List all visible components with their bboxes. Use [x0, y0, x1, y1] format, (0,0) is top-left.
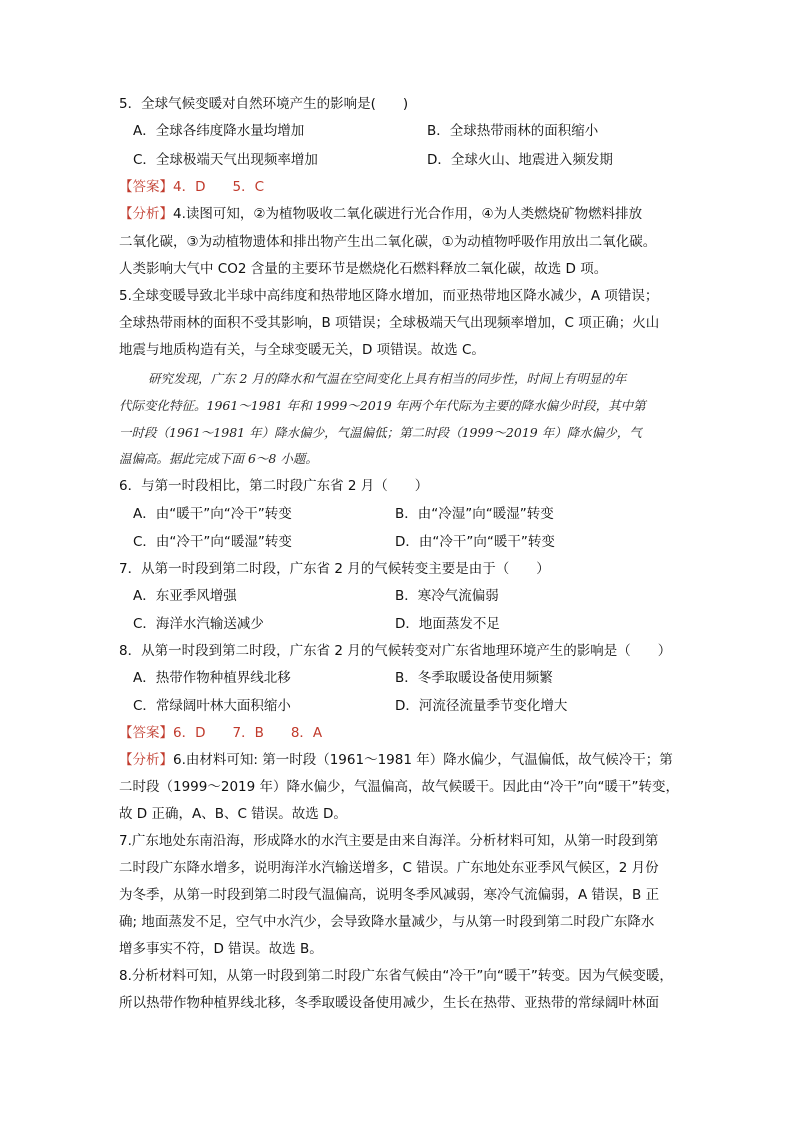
question-7-option-c: C．海洋水汽输送减少 [133, 616, 264, 632]
analysis-block-2-line-9: 8.分析材料可知，从第一时段到第二时段广东省气候由“冷干”向“暖干”转变。因为气候变暖， [119, 968, 673, 984]
analysis-block-1-line-1 [119, 204, 642, 224]
analysis-tag: 【分析】 [119, 752, 173, 768]
analysis-block-1-line-3: 人类影响大气中 CO2 含量的主要环节是燃烧化石燃料释放二氧化碳，故选 D 项。 [119, 261, 608, 277]
analysis-block-2-line-4: 7.广东地处东南沿海，形成降水的水汽主要是由来自海洋。分析材料可知，从第一时段到第 [119, 833, 659, 849]
analysis-text: 6.由材料可知: 第一时段（1961～1981 年）降水偏少，气温偏低，故气候冷干；第 [173, 752, 673, 768]
analysis-block-2-line-8: 增多事实不符，D 错误。故选 B。 [119, 941, 323, 957]
passage-line-3: 一时段（1961～1981 年）降水偏少，气温偏低；第二时段（1999～2019 年）降水偏少，气 [119, 425, 642, 440]
analysis-block-1-line-5: 全球热带雨林的面积不受其影响，B 项错误；全球极端天气出现频率增加，C 项正确；火山 [119, 315, 660, 331]
analysis-block-2-line-7: 确; 地面蒸发不足，空气中水汽少，会导致降水量减少，与从第一时段到第二时段广东降水 [119, 914, 655, 930]
analysis-block-2-line-1 [119, 750, 673, 770]
answer-block-1 [119, 177, 264, 197]
analysis-block-2-line-5: 二时段广东降水增多，说明海洋水汽输送增多，C 错误。广东地处东亚季风气候区，2 月份 [119, 860, 659, 876]
answer-text: 4．D 5．C [173, 179, 264, 195]
question-5-option-c: C．全球极端天气出现频率增加 [133, 152, 318, 168]
question-8-stem: 8．从第一时段到第二时段，广东省 2 月的气候转变对广东省地理环境产生的影响是（ ） [119, 643, 672, 659]
analysis-block-2-line-6: 为冬季，从第一时段到第二时段气温偏高，说明冬季风减弱，寒冷气流偏弱，A 错误，B 正 [119, 887, 660, 903]
answer-tag: 【答案】 [119, 179, 173, 195]
analysis-block-1-line-4: 5.全球变暖导致北半球中高纬度和热带地区降水增加，而亚热带地区降水减少，A 项错误； [119, 288, 659, 304]
answer-text: 6．D 7．B 8．A [173, 725, 323, 741]
question-5-option-b: B．全球热带雨林的面积缩小 [427, 123, 599, 139]
question-6-option-b: B．由“冷湿”向“暖湿”转变 [395, 506, 554, 522]
passage-line-2: 代际变化特征。1961～1981 年和 1999～2019 年两个年代际为主要的降水偏少时段，其中第 [119, 398, 646, 413]
question-6-option-c: C．由“冷干”向“暖湿”转变 [133, 534, 292, 550]
passage-line-4: 温偏高。据此完成下面 6～8 小题。 [119, 451, 318, 466]
question-7-option-b: B．寒冷气流偏弱 [395, 588, 499, 604]
question-8-option-c: C．常绿阔叶林大面积缩小 [133, 698, 291, 714]
question-8-option-a: A．热带作物种植界线北移 [133, 670, 291, 686]
question-8-option-b: B．冬季取暖设备使用频繁 [395, 670, 553, 686]
answer-tag: 【答案】 [119, 725, 173, 741]
passage-line-1: 研究发现，广东 2 月的降水和气温在空间变化上具有相当的同步性，时间上有明显的年 [148, 371, 627, 386]
question-6-option-d: D．由“冷干”向“暖干”转变 [395, 534, 555, 550]
question-7-option-a: A．东亚季风增强 [133, 588, 237, 604]
analysis-text: 4.读图可知，②为植物吸收二氧化碳进行光合作用，④为人类燃烧矿物燃料排放 [173, 206, 643, 222]
analysis-block-1-line-6: 地震与地质构造有关，与全球变暖无关，D 项错误。故选 C。 [119, 342, 485, 358]
question-5-stem: 5．全球气候变暖对自然环境产生的影响是( ) [119, 96, 409, 112]
analysis-tag: 【分析】 [119, 206, 173, 222]
question-6-option-a: A．由“暖干”向“冷干”转变 [133, 506, 292, 522]
analysis-block-1-line-2: 二氧化碳，③为动植物遗体和排出物产生出二氧化碳，①为动植物呼吸作用放出二氧化碳。 [119, 234, 657, 250]
question-7-option-d: D．地面蒸发不足 [395, 616, 500, 632]
question-6-stem: 6．与第一时段相比，第二时段广东省 2 月（ ） [119, 478, 429, 494]
analysis-block-2-line-3: 故 D 正确，A、B、C 错误。故选 D。 [119, 806, 347, 822]
analysis-block-2-line-2: 二时段（1999～2019 年）降水偏少，气温偏高，故气候暖干。因此由“冷干”向“暖干”转变， [119, 779, 679, 795]
question-8-option-d: D．河流径流量季节变化增大 [395, 698, 568, 714]
question-5-option-d: D．全球火山、地震进入频发期 [427, 152, 613, 168]
answer-block-2 [119, 723, 322, 743]
question-7-stem: 7．从第一时段到第二时段，广东省 2 月的气候转变主要是由于（ ） [119, 561, 550, 577]
question-5-option-a: A．全球各纬度降水量均增加 [133, 123, 305, 139]
analysis-block-2-line-10: 所以热带作物种植界线北移，冬季取暖设备使用减少，生长在热带、亚热带的常绿阔叶林面 [119, 995, 659, 1011]
